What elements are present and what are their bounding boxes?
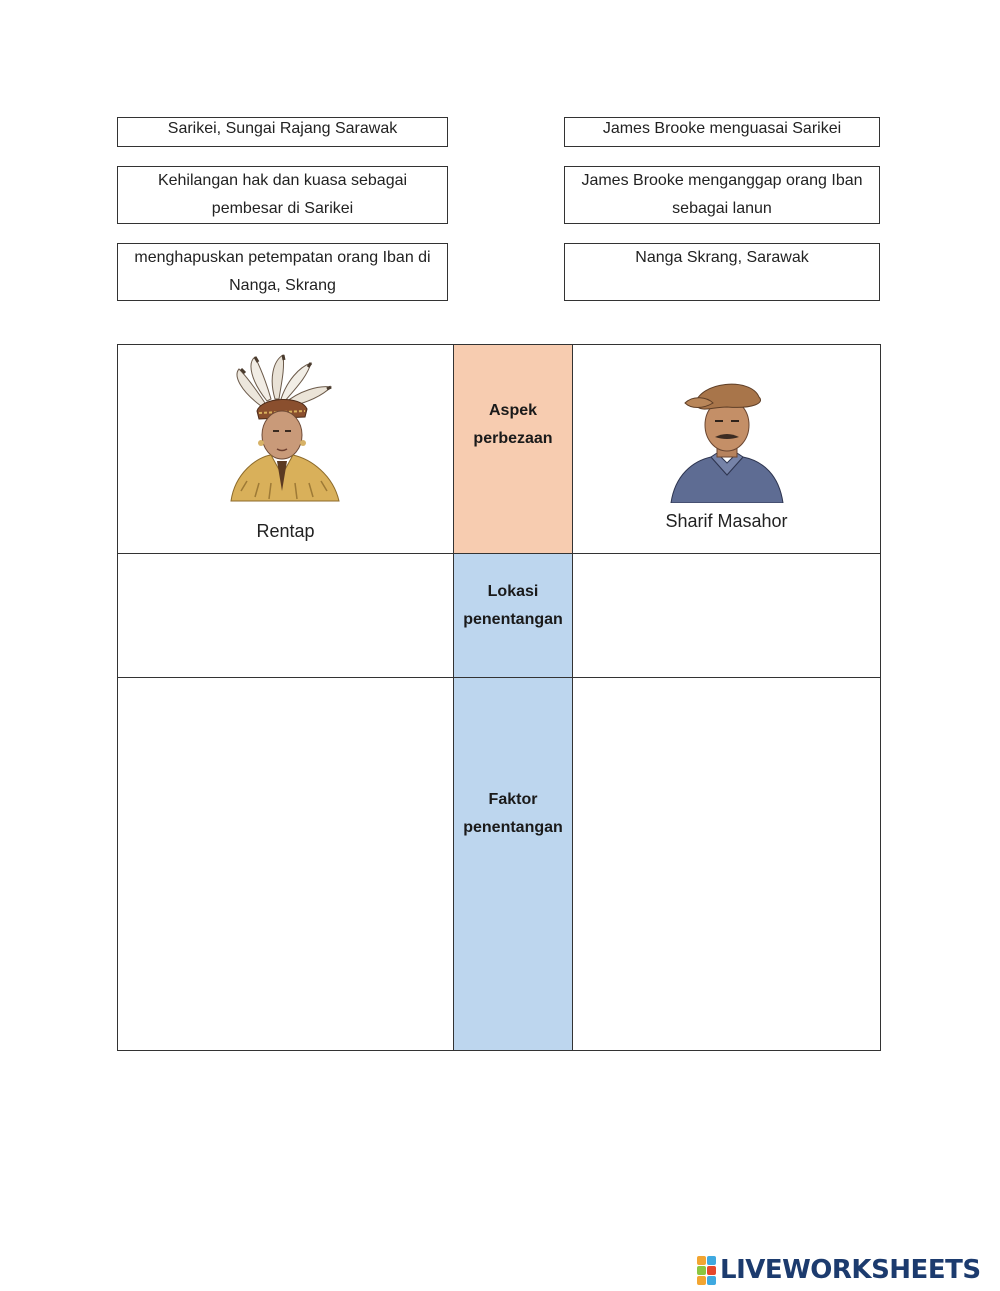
answer-card-text: Sarikei, Sungai Rajang Sarawak (167, 120, 398, 137)
answer-card[interactable] (564, 117, 880, 147)
answer-card-text: Nanga, Skrang (229, 277, 336, 294)
answer-card[interactable] (564, 166, 880, 224)
aspect-header-line: perbezaan (473, 430, 553, 447)
answer-card-text: James Brooke menganggap orang Iban (581, 172, 863, 189)
aspect-header-cell (454, 345, 573, 554)
answer-card[interactable] (117, 243, 448, 301)
answer-card-text: James Brooke menguasai Sarikei (602, 120, 842, 137)
rentap-name: Rentap (256, 521, 315, 541)
answer-card-text: Nanga Skrang, Sarawak (635, 249, 809, 266)
aspect-factor-cell (454, 678, 573, 1051)
answer-card[interactable] (117, 166, 448, 224)
answer-card-text: Kehilangan hak dan kuasa sebagai (157, 172, 408, 189)
answer-card[interactable] (564, 243, 880, 301)
aspect-header-line: Aspek (488, 402, 538, 419)
answer-card-text: menghapuskan petempatan orang Iban di (134, 249, 431, 266)
rentap-factor-drop-zone[interactable] (118, 678, 454, 1051)
rentap-cell (118, 345, 454, 554)
liveworksheets-logo (697, 1255, 981, 1285)
comparison-table (117, 344, 881, 1051)
answer-card[interactable] (117, 117, 448, 147)
answer-card-text: pembesar di Sarikei (211, 200, 354, 217)
aspect-factor-line: Faktor (488, 791, 538, 808)
rentap-location-drop-zone[interactable] (118, 554, 454, 678)
sharif-masahor-name: Sharif Masahor (665, 511, 788, 531)
sharif-location-drop-zone[interactable] (573, 554, 881, 678)
aspect-factor-line: penentangan (463, 819, 563, 836)
logo-text: LIVEWORKSHEETS (720, 1255, 981, 1285)
aspect-location-line: penentangan (463, 611, 563, 628)
rentap-portrait (221, 351, 351, 507)
answer-card-text: sebagai lanun (672, 200, 772, 217)
sharif-masahor-portrait (667, 379, 787, 503)
sharif-masahor-cell (573, 345, 881, 554)
aspect-location-cell (454, 554, 573, 678)
logo-mark-icon (697, 1256, 716, 1285)
sharif-factor-drop-zone[interactable] (573, 678, 881, 1051)
aspect-location-line: Lokasi (487, 583, 539, 600)
